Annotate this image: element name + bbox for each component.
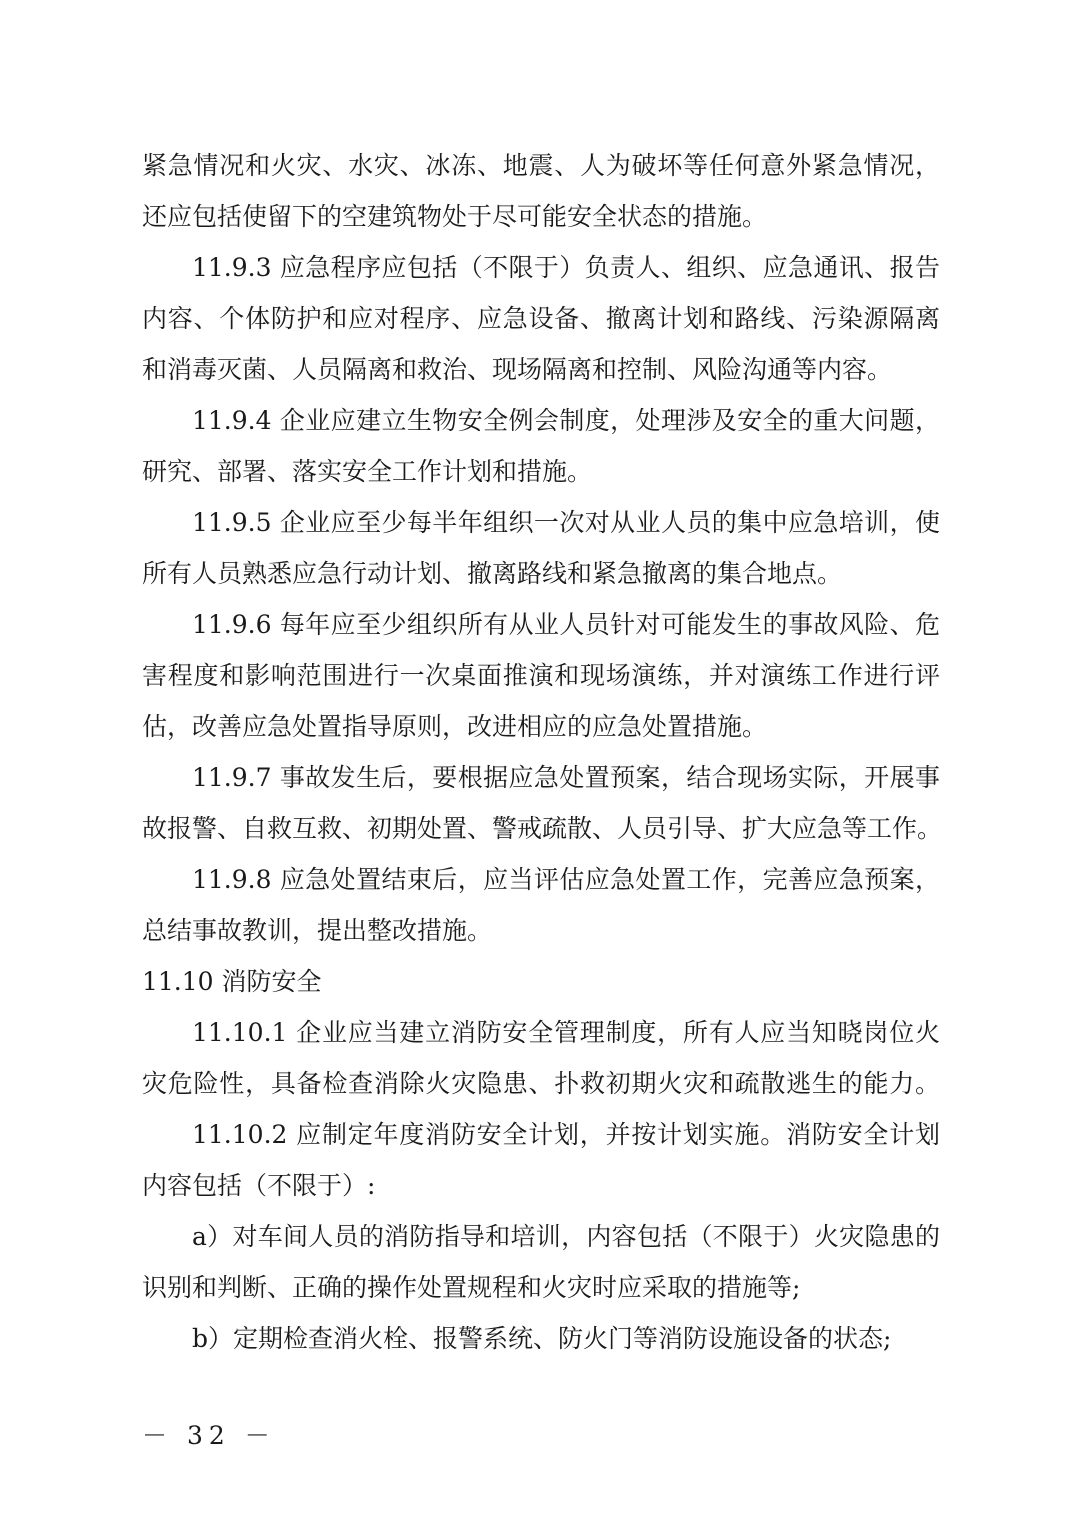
text-line: 11.10.2 应制定年度消防安全计划，并按计划实施。消防安全计划 [192,1120,940,1149]
text-line: 11.9.6 每年应至少组织所有从业人员针对可能发生的事故风险、危 [192,610,940,639]
text-line: 11.10.1 企业应当建立消防安全管理制度，所有人应当知晓岗位火 [192,1018,940,1047]
document-body [142,140,943,1364]
text-line: 11.9.4 企业应建立生物安全例会制度，处理涉及安全的重大问题， [192,406,940,435]
text-line: 还应包括使留下的空建筑物处于尽可能安全状态的措施。 [142,202,768,231]
text-line: 害程度和影响范围进行一次桌面推演和现场演练，并对演练工作进行评 [142,661,940,690]
text-line: 11.9.5 企业应至少每半年组织一次对从业人员的集中应急培训，使 [192,508,940,537]
text-line: 内容包括（不限于）: [142,1171,376,1200]
text-line: 灾危险性，具备检查消除火灾隐患、扑救初期火灾和疏散逃生的能力。 [142,1069,940,1098]
text-line: 识别和判断、正确的操作处置规程和火灾时应采取的措施等; [142,1273,801,1302]
section-heading: 11.10 消防安全 [142,967,322,996]
text-line: 11.9.3 应急程序应包括（不限于）负责人、组织、应急通讯、报告 [192,253,940,282]
text-line: 紧急情况和火灾、水灾、冰冻、地震、人为破坏等任何意外紧急情况， [142,151,940,180]
text-line: 内容、个体防护和应对程序、应急设备、撤离计划和路线、污染源隔离 [142,304,940,333]
text-line: 故报警、自救互救、初期处置、警戒疏散、人员引导、扩大应急等工作。 [142,814,943,843]
text-line: 研究、部署、落实安全工作计划和措施。 [142,457,593,486]
text-line: a）对车间人员的消防指导和培训，内容包括（不限于）火灾隐患的 [192,1222,940,1251]
text-line: 所有人员熟悉应急行动计划、撤离路线和紧急撤离的集合地点。 [142,559,843,588]
page-number: － 32 － [142,1421,276,1450]
text-line: 11.9.7 事故发生后，要根据应急处置预案，结合现场实际，开展事 [192,763,940,792]
text-line: 11.9.8 应急处置结束后，应当评估应急处置工作，完善应急预案， [192,865,940,894]
text-line: 和消毒灭菌、人员隔离和救治、现场隔离和控制、风险沟通等内容。 [142,355,893,384]
text-line: b）定期检查消火栓、报警系统、防火门等消防设施设备的状态; [192,1324,892,1353]
text-line: 估，改善应急处置指导原则，改进相应的应急处置措施。 [142,712,768,741]
text-line: 总结事故教训，提出整改措施。 [142,916,493,945]
